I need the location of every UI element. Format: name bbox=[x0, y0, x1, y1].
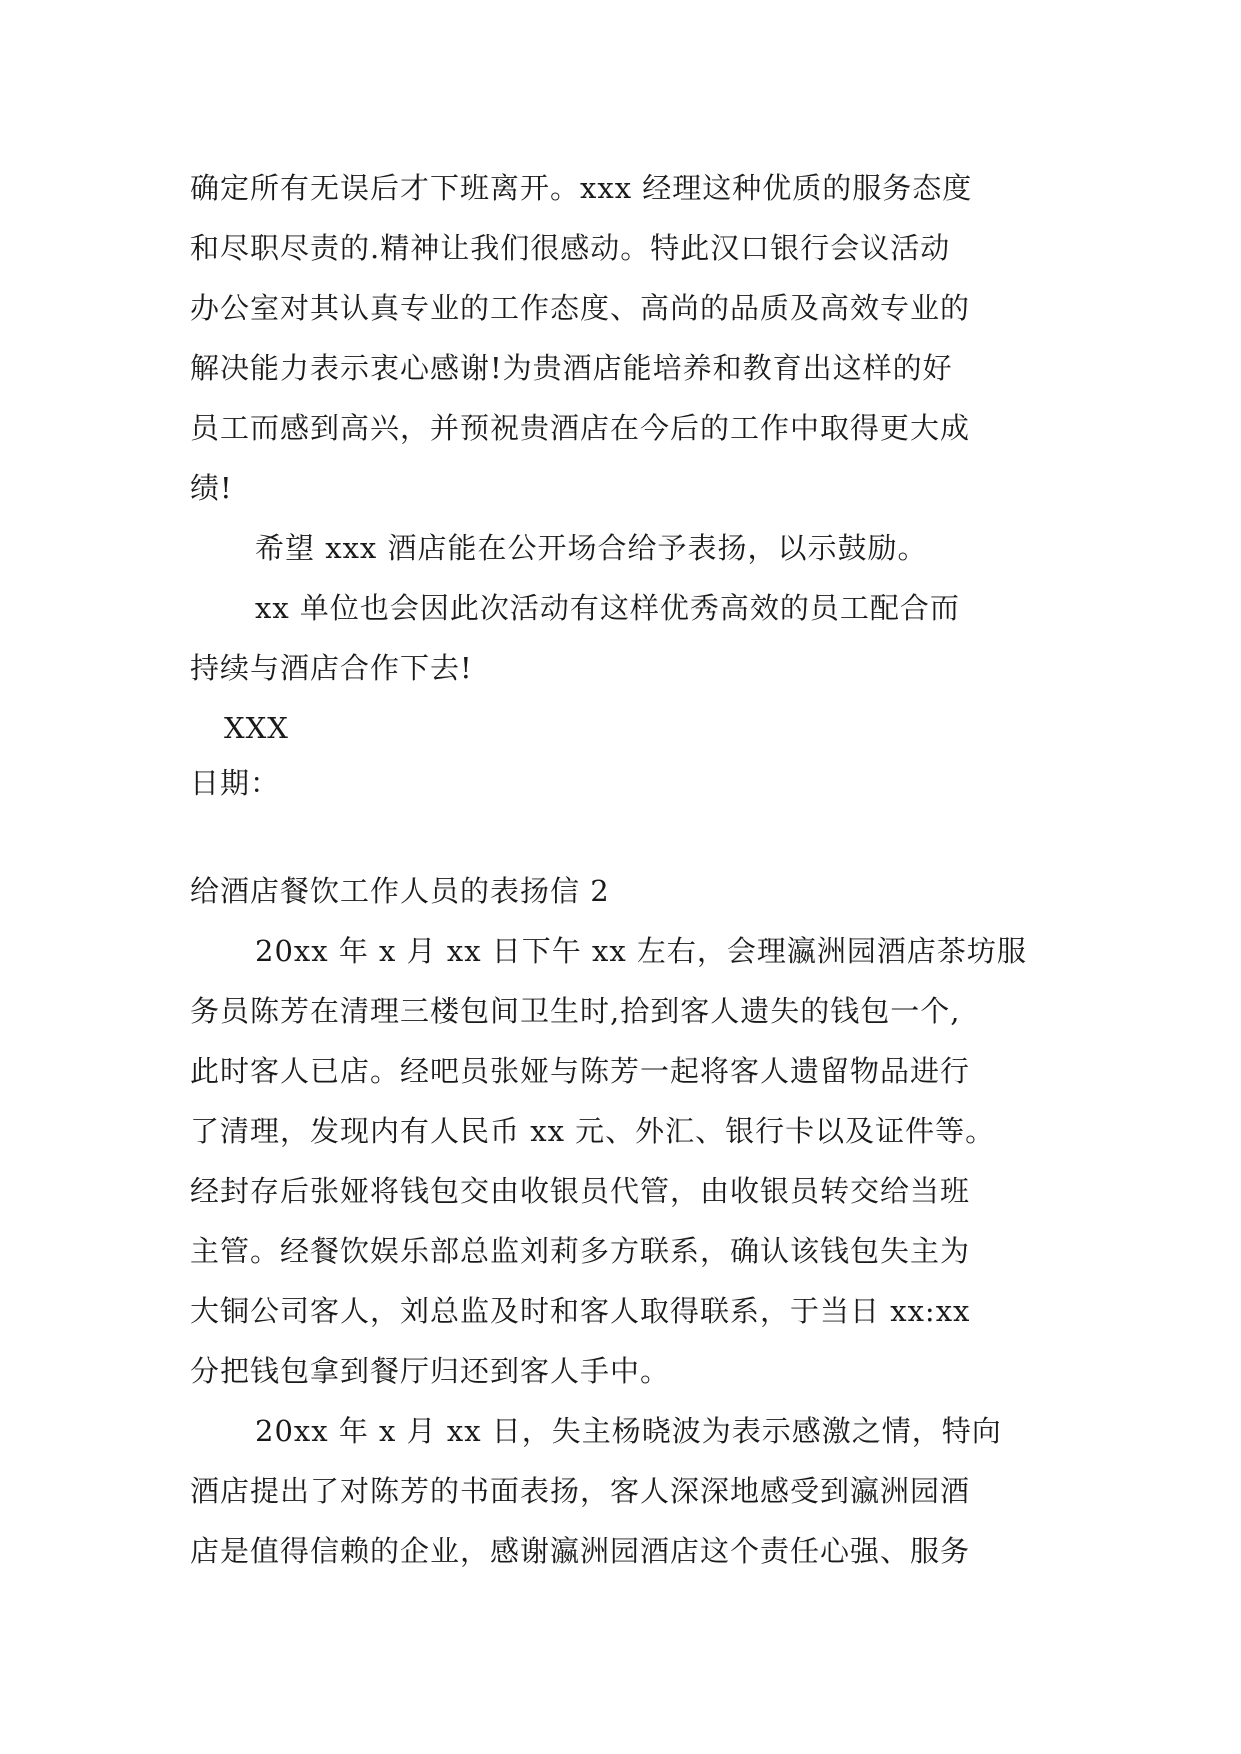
body-line: 确定所有无误后才下班离开。xxx 经理这种优质的服务态度 bbox=[190, 171, 973, 205]
body-line: 员工而感到高兴，并预祝贵酒店在今后的工作中取得更大成 bbox=[190, 411, 971, 445]
thanks-line: 20xx 年 x 月 xx 日，失主杨晓波为表示感激之情，特向 bbox=[255, 1414, 1002, 1448]
story-line: 务员陈芳在清理三楼包间卫生时,拾到客人遗失的钱包一个, bbox=[190, 994, 961, 1028]
signature: XXX bbox=[224, 711, 289, 745]
body-line: 和尽职尽责的.精神让我们很感动。特此汉口银行会议活动 bbox=[190, 231, 951, 265]
thanks-line: 店是值得信赖的企业，感谢瀛洲园酒店这个责任心强、服务 bbox=[190, 1534, 971, 1568]
story-line: 大铜公司客人，刘总监及时和客人取得联系，于当日 xx:xx bbox=[190, 1294, 971, 1328]
story-line: 了清理，发现内有人民币 xx 元、外汇、银行卡以及证件等。 bbox=[190, 1114, 996, 1148]
paragraph-cooperation-line: xx 单位也会因此次活动有这样优秀高效的员工配合而 bbox=[255, 591, 960, 625]
paragraph-cooperation-line: 持续与酒店合作下去! bbox=[190, 651, 473, 685]
body-line: 解决能力表示衷心感谢!为贵酒店能培养和教育出这样的好 bbox=[190, 351, 953, 385]
story-line: 经封存后张娅将钱包交由收银员代管，由收银员转交给当班 bbox=[190, 1174, 971, 1208]
story-line: 分把钱包拿到餐厅归还到客人手中。 bbox=[190, 1354, 671, 1388]
section-heading: 给酒店餐饮工作人员的表扬信 2 bbox=[190, 874, 610, 908]
story-line: 主管。经餐饮娱乐部总监刘莉多方联系，确认该钱包失主为 bbox=[190, 1234, 971, 1268]
body-line: 绩! bbox=[190, 471, 233, 505]
story-line: 此时客人已店。经吧员张娅与陈芳一起将客人遗留物品进行 bbox=[190, 1054, 971, 1088]
body-line: 办公室对其认真专业的工作态度、高尚的品质及高效专业的 bbox=[190, 291, 971, 325]
thanks-line: 酒店提出了对陈芳的书面表扬，客人深深地感受到瀛洲园酒 bbox=[190, 1474, 971, 1508]
date-label: 日期： bbox=[190, 766, 281, 800]
paragraph-hope: 希望 xxx 酒店能在公开场合给予表扬，以示鼓励。 bbox=[255, 531, 928, 565]
story-line: 20xx 年 x 月 xx 日下午 xx 左右，会理瀛洲园酒店茶坊服 bbox=[255, 934, 1027, 968]
